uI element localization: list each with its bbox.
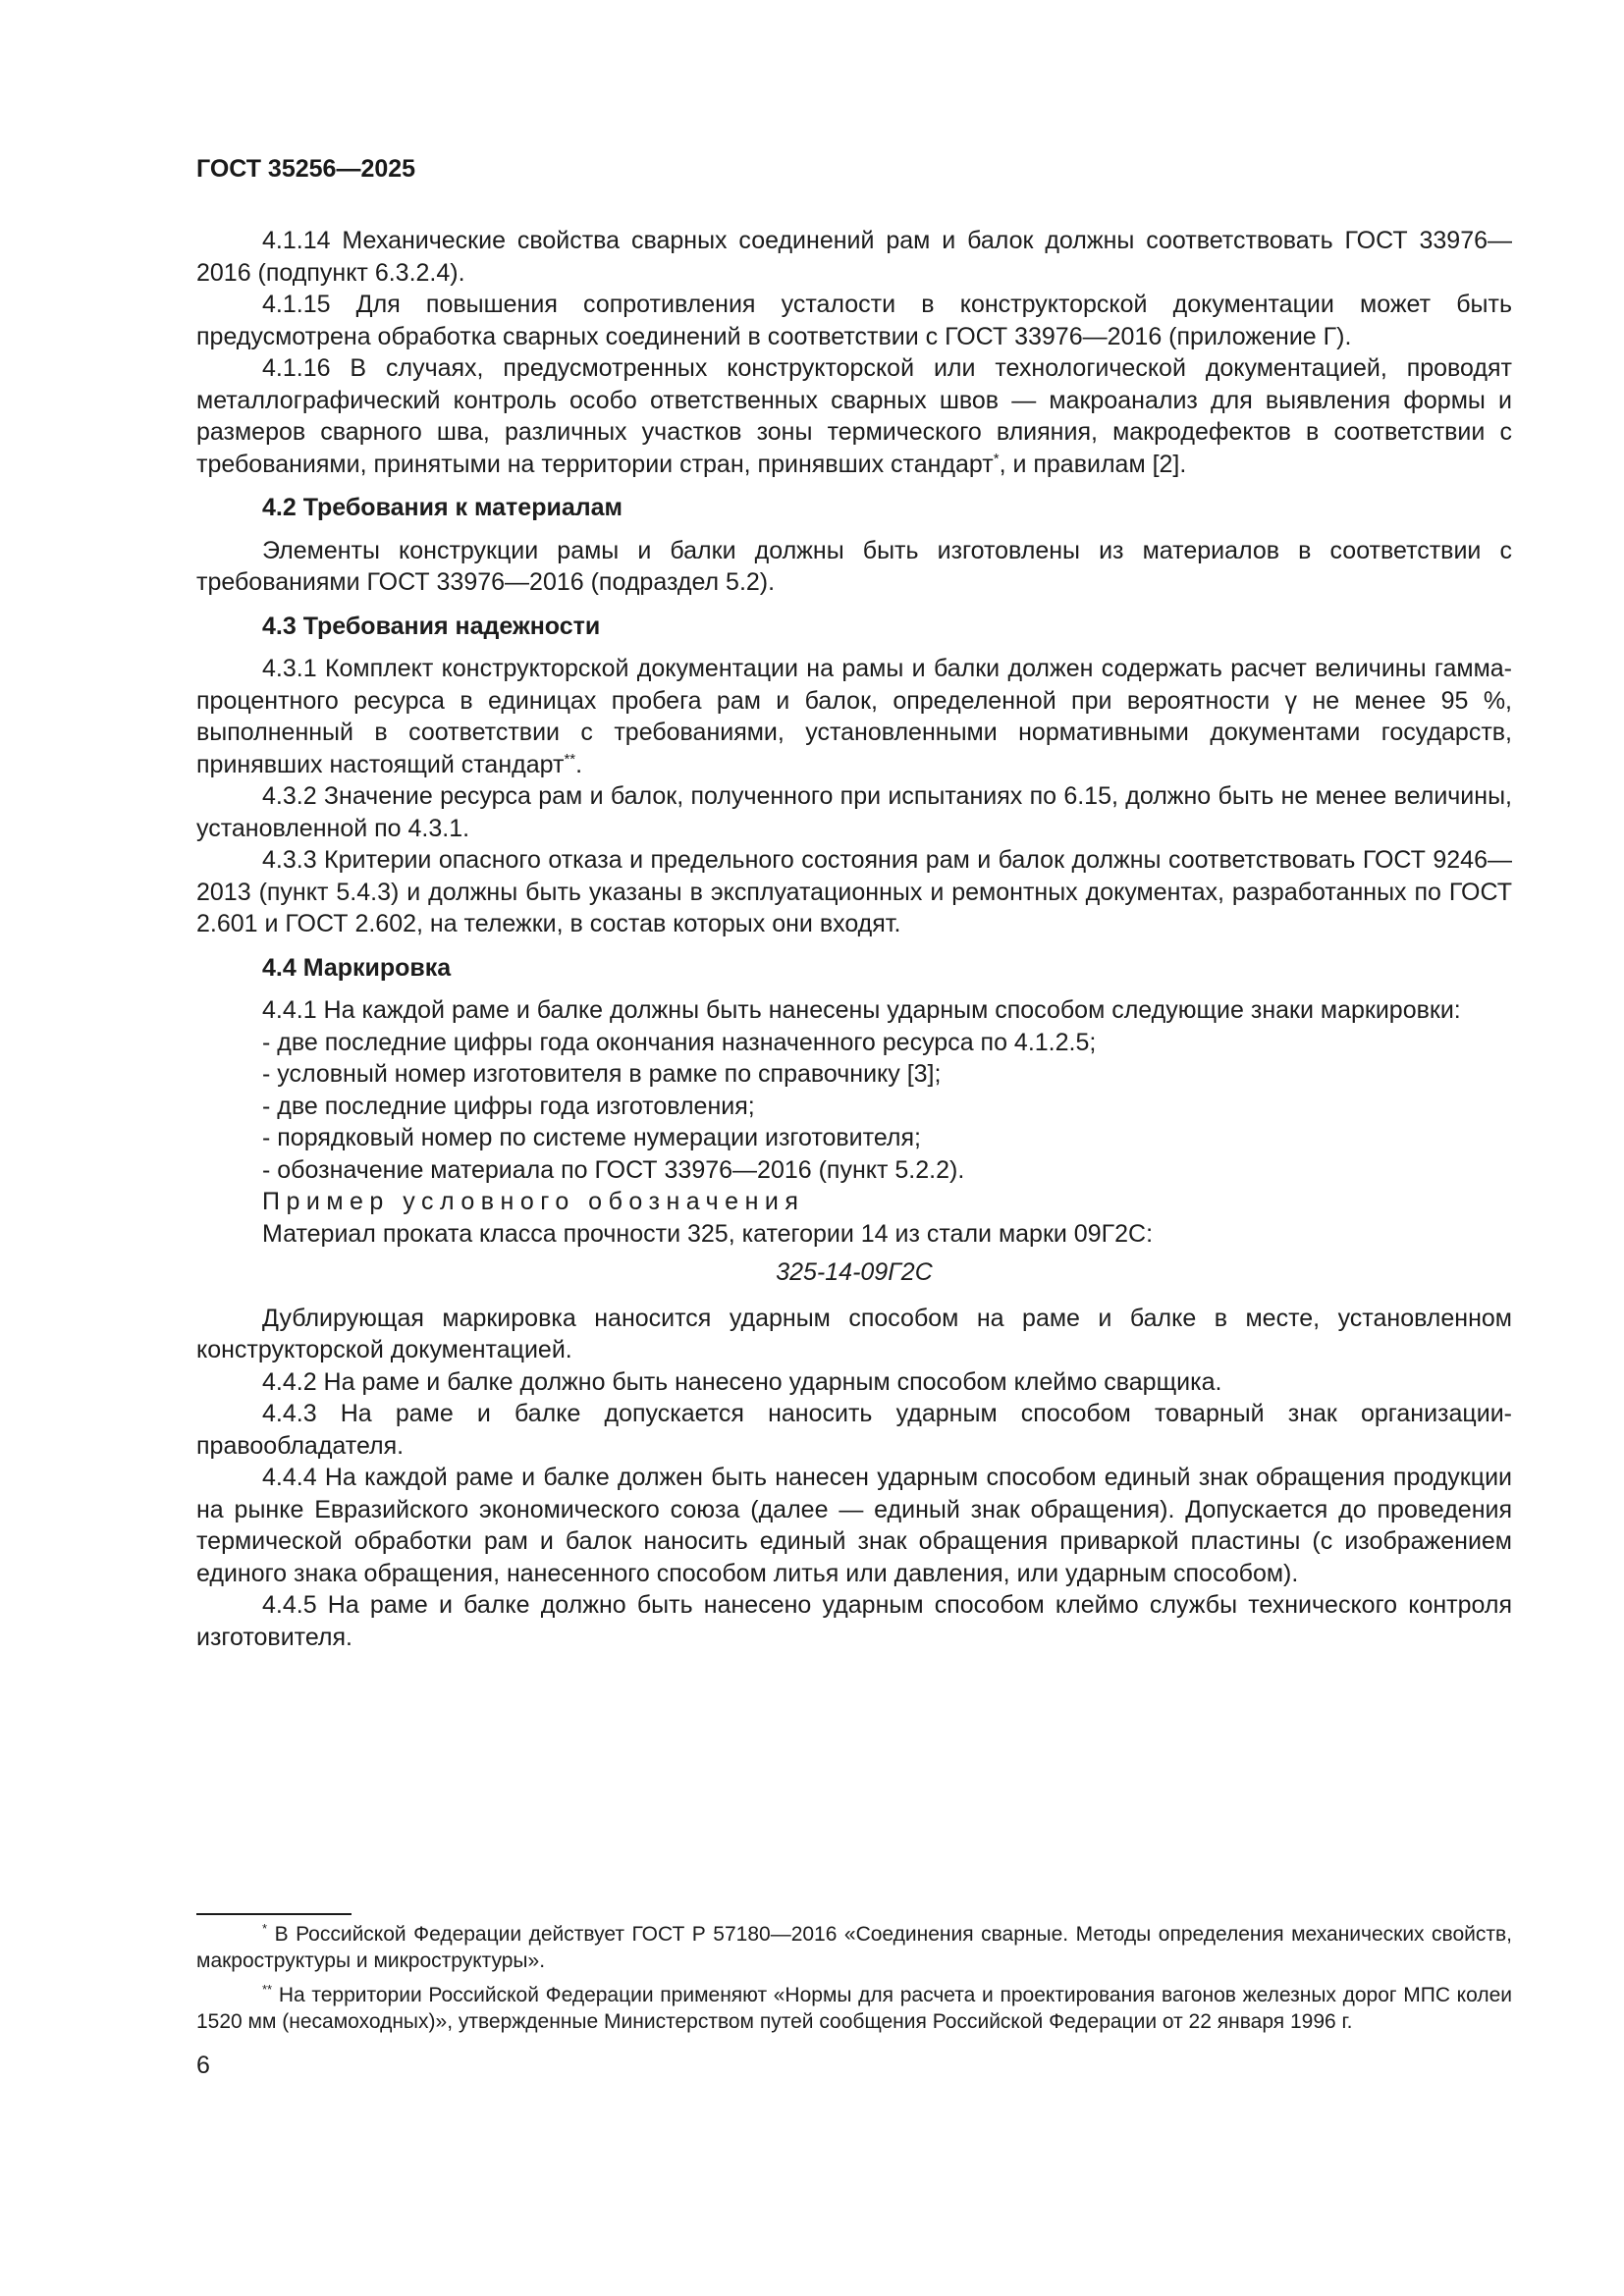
- example-heading: Пример условного обозначения: [262, 1188, 805, 1215]
- footnote-1: [196, 1921, 1512, 1974]
- example-code: 325-14-09Г2С: [776, 1258, 933, 1286]
- list-item: - условный номер изготовителя в рамке по справочнику [3];: [262, 1060, 942, 1088]
- document-header: ГОСТ 35256—2025: [196, 155, 416, 183]
- section-heading-4-2: 4.2 Требования к материалам: [262, 494, 623, 521]
- footnote-ref-1: *: [993, 450, 1000, 467]
- paragraph-4-3-3: 4.3.3 Критерии опасного отказа и предельного состояния рам и балок должны соответствовать ГОСТ 9246—2013 (пункт 5.4.3) и должны быть указаны в эксплуатационных и ремонтных документах, разработанных по ГОСТ 2.601 и ГОСТ 2.602, на тележки, в состав которых они входят.: [196, 846, 1512, 937]
- footnote-ref-2: **: [564, 750, 576, 768]
- section-heading-4-3: 4.3 Требования надежности: [262, 612, 601, 640]
- footnote-text: На территории Российской Федерации применяют «Нормы для расчета и проектирования вагонов железных дорог МПС колеи 1520 мм (несамоходных)», утвержденные Министерством путей сообщения Российской Федерации от 22 января 1996 г.: [196, 1984, 1512, 2033]
- list-item: - порядковый номер по системе нумерации изготовителя;: [262, 1124, 921, 1151]
- paragraph-4-1-16: [196, 352, 1512, 480]
- paragraph-4-3-1: [196, 653, 1512, 780]
- paragraph-4-3-2: 4.3.2 Значение ресурса рам и балок, полученного при испытаниях по 6.15, должно быть не менее величины, установленной по 4.3.1.: [196, 782, 1512, 842]
- paragraph-4-4-2: 4.4.2 На раме и балке должно быть нанесено ударным способом клеймо сварщика.: [262, 1367, 1222, 1396]
- paragraph-4-4-4: 4.4.4 На каждой раме и балке должен быть нанесен ударным способом единый знак обращения продукции на рынке Евразийского экономического союза (далее — единый знак обращения). Допускается до проведения термической обработки рам и балок наносить единый знак обращения приваркой пластины (с изображением единого знака обращения, нанесенного способом литья или давления, или ударным способом).: [196, 1464, 1512, 1587]
- list-item: - две последние цифры года окончания назначенного ресурса по 4.1.2.5;: [262, 1028, 1097, 1056]
- example-text: Материал проката класса прочности 325, категории 14 из стали марки 09Г2С:: [262, 1219, 1154, 1248]
- footnote-2: [196, 1982, 1512, 2035]
- paragraph-4-1-15: 4.1.15 Для повышения сопротивления усталости в конструкторской документации может быть предусмотрена обработка сварных соединений в соответствии с ГОСТ 33976—2016 (приложение Г).: [196, 291, 1512, 350]
- paragraph-4-1-14: 4.1.14 Механические свойства сварных соединений рам и балок должны соответствовать ГОСТ 33976—2016 (подпункт 6.3.2.4).: [196, 227, 1512, 287]
- document-body: [196, 225, 1512, 1653]
- page-number: 6: [196, 2052, 210, 2079]
- footnote-text: В Российской Федерации действует ГОСТ Р 57180—2016 «Соединения сварные. Методы определения механических свойств, макроструктуры и микроструктуры».: [196, 1923, 1512, 1972]
- paragraph-4-4-1: 4.4.1 На каждой раме и балке должны быть нанесены ударным способом следующие знаки маркировки:: [262, 996, 1461, 1024]
- paragraph-4-4-5: 4.4.5 На раме и балке должно быть нанесено ударным способом клеймо службы технического контроля изготовителя.: [196, 1591, 1512, 1651]
- footnote-mark: **: [262, 1982, 273, 1997]
- list-item: - обозначение материала по ГОСТ 33976—2016 (пункт 5.2.2).: [262, 1155, 965, 1184]
- paragraph-4-1-16-tail: , и правилам [2].: [999, 450, 1187, 478]
- paragraph-4-3-1-tail: .: [575, 750, 583, 778]
- section-heading-4-4: 4.4 Маркировка: [262, 953, 452, 982]
- paragraph-4-2: Элементы конструкции рамы и балки должны быть изготовлены из материалов в соответствии с требованиями ГОСТ 33976—2016 (подраздел 5.2).: [196, 536, 1512, 596]
- paragraph-4-1-16-text: 4.1.16 В случаях, предусмотренных конструкторской или технологической документацией, проводят металлографический контроль особо ответственных сварных швов — макроанализ для выявления формы и размеров сварного шва, различных участков зоны термического влияния, макродефектов в соответствии с требованиями, принятыми на территории стран, принявших стандарт: [196, 354, 1512, 478]
- paragraph-4-4-3: 4.4.3 На раме и балке допускается наносить ударным способом товарный знак организации-правообладателя.: [196, 1400, 1512, 1460]
- paragraph-duplicate-marking: Дублирующая маркировка наносится ударным способом на раме и балке в месте, установленном конструкторской документацией.: [196, 1304, 1512, 1363]
- footnote-mark: *: [262, 1921, 268, 1936]
- paragraph-4-3-1-text: 4.3.1 Комплект конструкторской документации на рамы и балки должен содержать расчет величины гамма-процентного ресурса в единицах пробега рам и балок, определенной при вероятности γ не менее 95 %, выполненный в соответствии с требованиями, установленными нормативными документами государств, принявших настоящий стандарт: [196, 655, 1512, 778]
- footnotes: [196, 1921, 1512, 2043]
- list-item: - две последние цифры года изготовления;: [262, 1092, 755, 1120]
- footnote-divider: [196, 1913, 352, 1915]
